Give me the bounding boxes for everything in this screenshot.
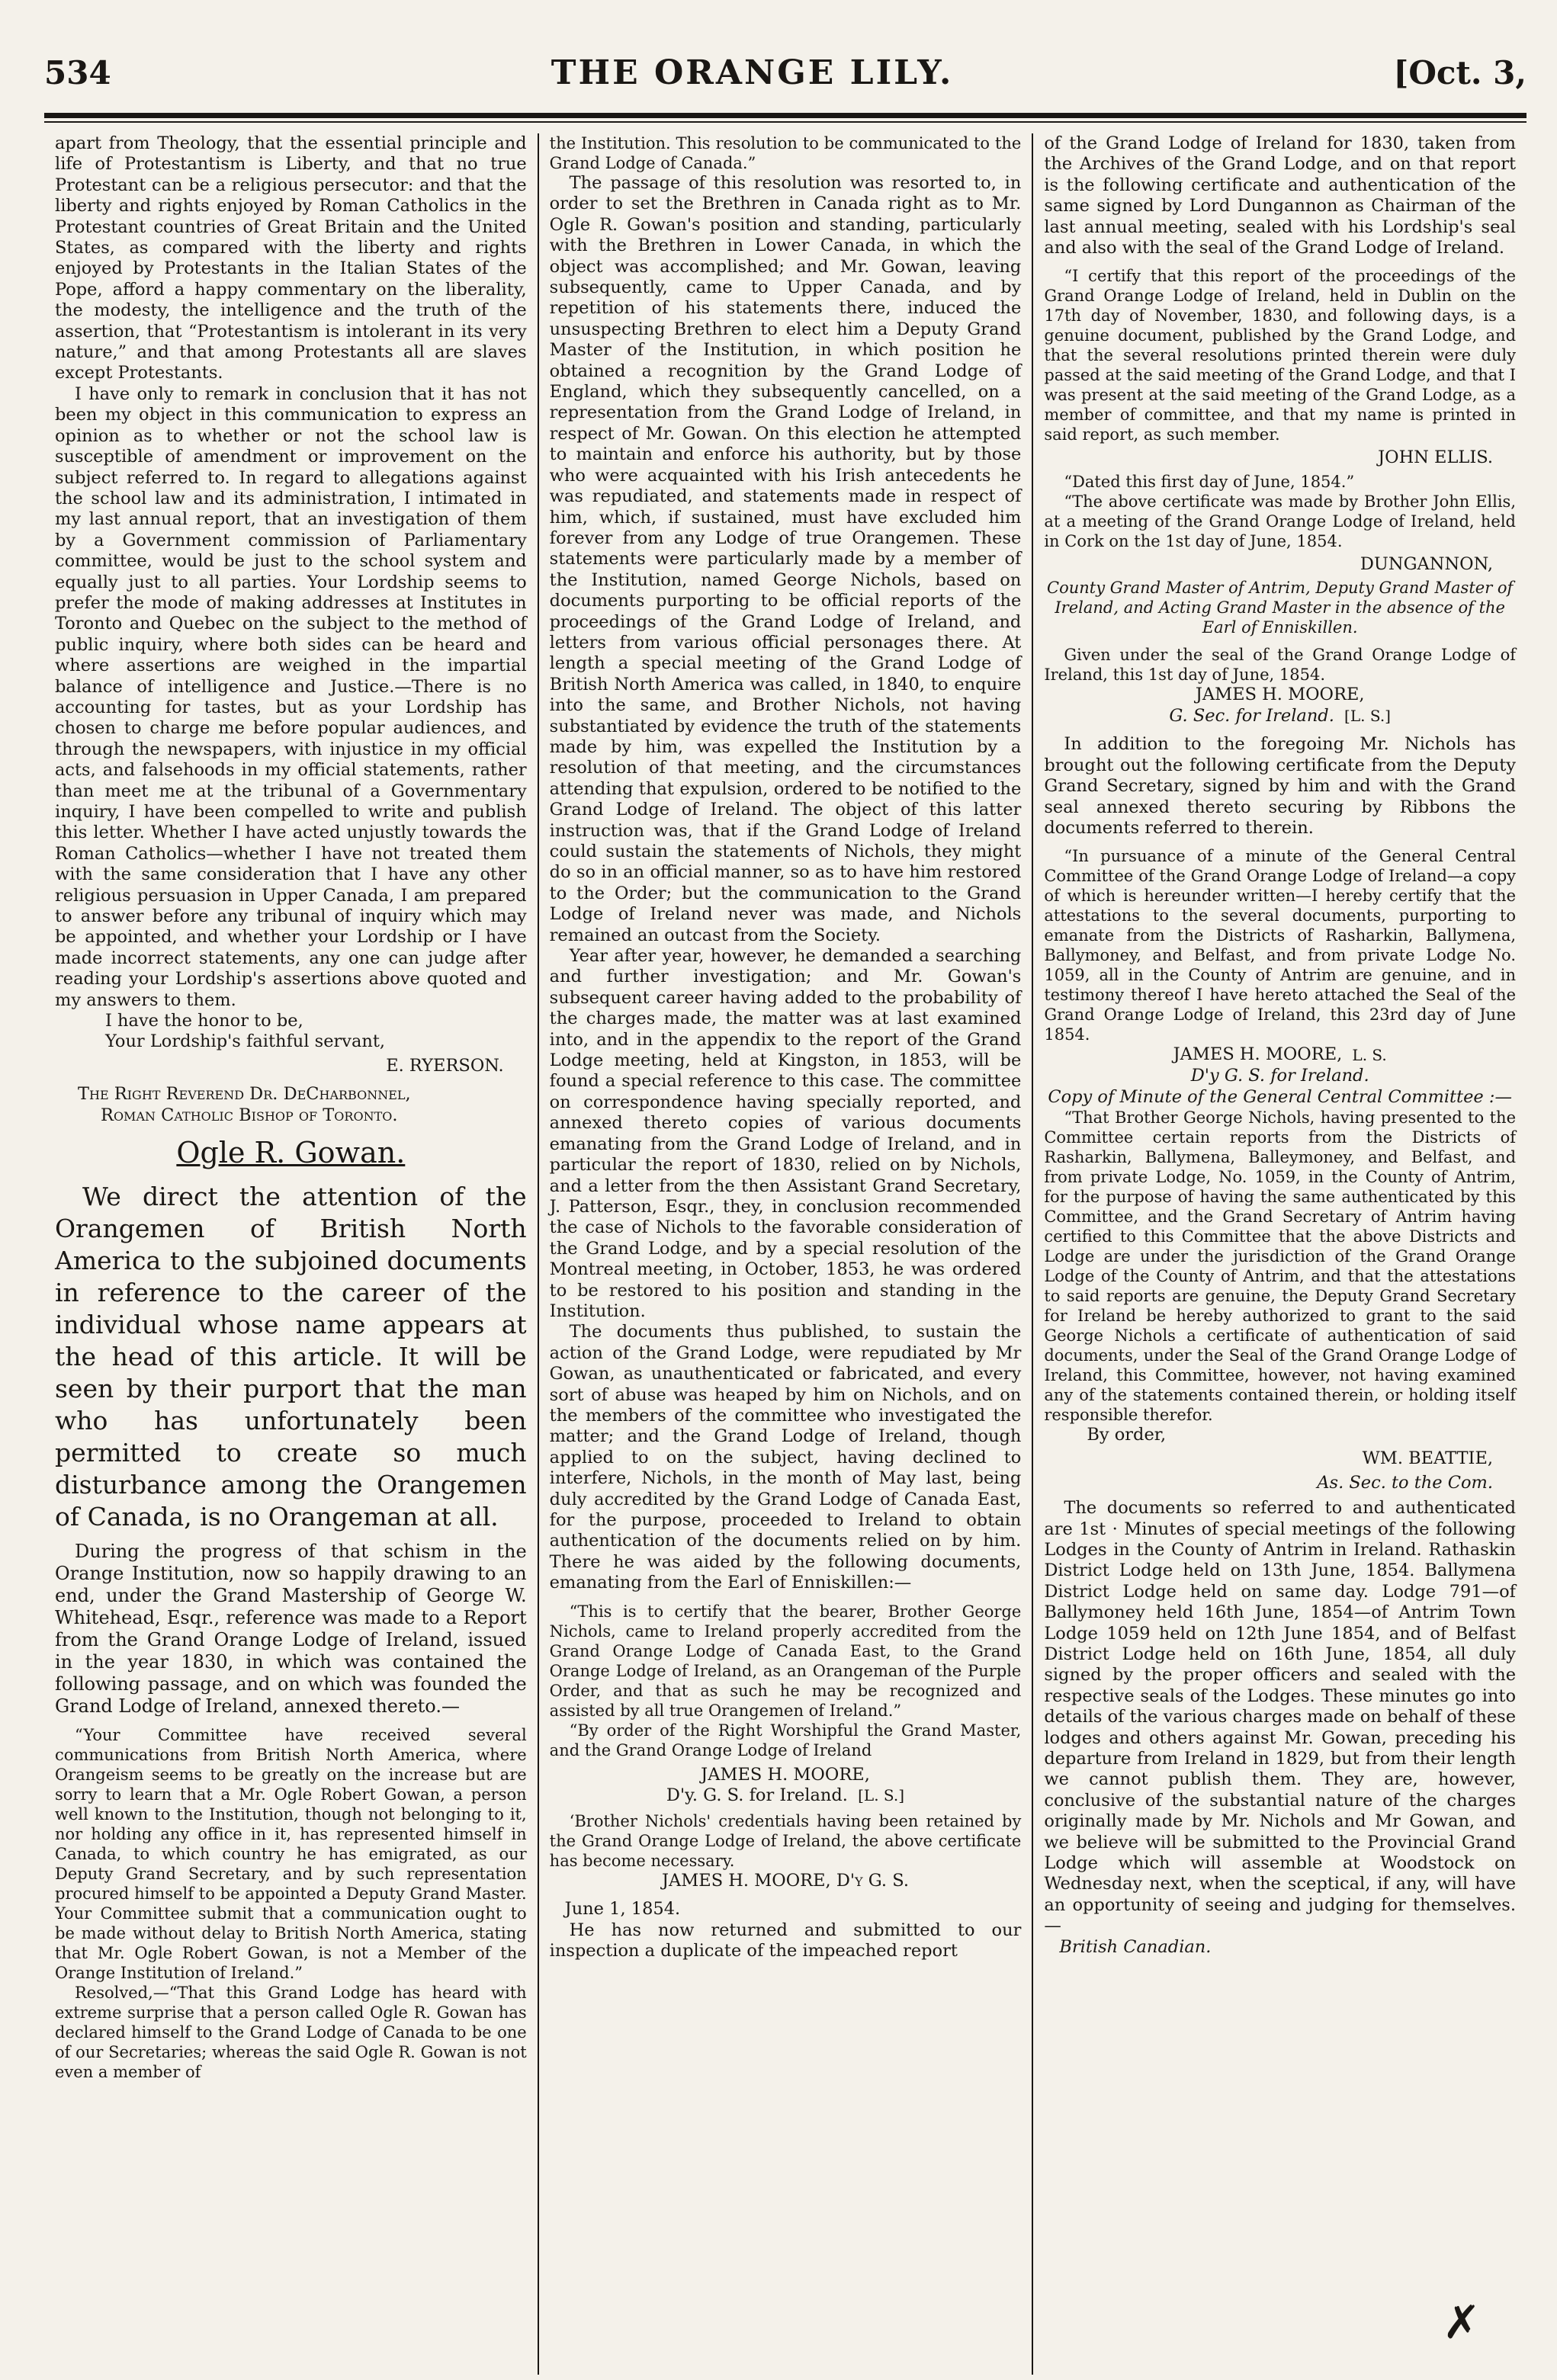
quotation: “I certify that this report of the proceedings of the Grand Orange Lodge of Ireland, held in Dublin on the 17th day of November, 1830, and following days, is a genuine document, published by the Grand Lodge, and that the several resolutions printed therein were duly passed at the said meeting of the Grand Lodge, and that I was present at the said meeting of the Grand Lodge, as a member of committee, and that my name is printed in said report, as such member.: [1044, 267, 1517, 444]
signature: JAMES H. MOORE, D'y G. S.: [662, 1870, 910, 1891]
signature: JOHN ELLIS.: [1378, 447, 1494, 468]
paragraph: Year after year, however, he demanded a searching and further investigation; and Mr. Gowan's subsequent career having added to the probability of the charges made, the matter was at last examined into, and in the appendix to the report of the Grand Lodge meeting, held at Kingston, in 1853, will be found a special reference to this case. The committee on correspondence having specially reported, and annexed thereto copies of various documents emanating from the Grand Lodge of Ireland, and in particular the report of 1830, relied on by Nichols, and a letter from the then Assistant Grand Secretary, J. Patterson, Esqr., they, in conclusion recommended the case of Nichols to the favorable consideration of the Grand Lodge, and by a special resolution of the Montreal meeting, in October, 1853, he was ordered to be restored to his position and standing in the Institution.: [549, 946, 1022, 1321]
addressee-line: The Right Reverend Dr. DeCharbonnel,: [78, 1084, 411, 1105]
credit-line: British Canadian.: [1059, 1936, 1212, 1957]
signature-title: County Grand Master of Antrim, Deputy Grand Master of Ireland, and Acting Grand Master in the absence of the Earl of Enniskillen.: [1047, 579, 1514, 637]
signature: [1044, 685, 1516, 705]
signature-title: D'y G. S. for Ireland.: [1190, 1066, 1369, 1086]
paragraph: During the progress of that schism in the Orange Institution, now so happily drawing to an end, under the Grand Mastership of George W. Whitehead, Esqr., reference was made to a Report from the Grand Orange Lodge of Ireland, issued in the year 1830, in which was contained the following passage, and on which was founded the Grand Lodge of Ireland, annexed thereto.—: [55, 1540, 527, 1717]
quotation: ‘Brother Nichols' credentials having been retained by the Grand Orange Lodge of Ireland, the above certificate has become necessary.: [549, 1811, 1022, 1870]
signature: WM. BEATTIE,: [1362, 1448, 1494, 1469]
seal-mark: [L. S.]: [1344, 706, 1391, 725]
masthead-title: THE ORANGE LILY.: [551, 53, 954, 92]
seal-mark: [L. S.]: [858, 1786, 905, 1805]
quotation: “In pursuance of a minute of the General Central Committee of the Grand Orange Lodge of Ireland—a copy of which is hereunder written—I hereby certify that the attestations to the several documents, purporting to emanate from the Districts of Rasharkin, Ballymena, Ballymoney, and Belfast, and from private Lodge No. 1059, all in the County of Antrim are genuine, and in testimony thereof I have hereto attached the Seal of the Grand Orange Lodge of Ireland, this 23rd day of June 1854.: [1044, 847, 1517, 1044]
signature: [1044, 1044, 1516, 1066]
dateline: “Dated this first day of June, 1854.”: [1064, 472, 1355, 491]
header-rule: [44, 113, 1527, 118]
issue-date: [Oct. 3,: [1393, 54, 1527, 91]
paragraph: the Institution. This resolution to be communicated to the Grand Lodge of Canada.”: [549, 134, 1022, 172]
paragraph: We direct the attention of the Orangemen of British North America to the subjoined documents in reference to the career of the individual whose name appears at the head of this article. It will be seen by their purport that the man who has unfortunately been permitted to create so much disturbance among the Orangemen of Canada, is no Orangeman at all.: [55, 1181, 527, 1532]
page-number: 534: [44, 54, 111, 91]
paragraph: The passage of this resolution was resorted to, in order to set the Brethren in Canada right as to Mr. Ogle R. Gowan's position and standing, particularly with the Brethren in Lower Canada, in which the object was accomplished; and Mr. Gowan, leaving subsequently, came to Upper Canada, and by repetition of his statements there, induced the unsuspecting Brethren to elect him a Deputy Grand Master of the Institution, in which position he obtained a recognition by the Grand Lodge of England, which they subsequently cancelled, on a representation from the Grand Lodge of Ireland, in respect of Mr. Gowan. On this election he attempted to maintain and enforce his authority, but by those who were acquainted with his Irish antecedents he was repudiated, and statements made in respect of him, which, if sustained, must have excluded him forever from any Lodge of true Orangemen. These statements were particularly made by a member of the Institution, named George Nichols, based on documents purporting to be official reports of the proceedings of the Grand Lodge of Ireland, and letters from various official personages there. At length a special meeting of the Grand Lodge of British North America was called, in 1840, to enquire into the same, and Brother Nichols, not having substantiated by evidence the truth of the statements made by him, was expelled the Institution by a resolution of that meeting, and the circumstances attending that expulsion, ordered to be notified to the Grand Lodge of Ireland. The object of this latter instruction was, that if the Grand Lodge of Ireland could sustain the statements of Nichols, they might do so in an official manner, so as to have him restored to the Order; but the communication to the Grand Lodge of Ireland never was made, and Nichols remained an outcast from the Society.: [549, 173, 1022, 945]
quotation: “Your Committee have received several communications from British North America, where Orangeism seems to be greatly on the increase but are sorry to learn that a Mr. Ogle Robert Gowan, a person well known to the Institution, though not belonging to it, nor holding any office in it, has represented himself in Canada, to which country he has emigrated, as our Deputy Grand Secretary, and by such representation procured himself to be appointed a Deputy Grand Master. Your Committee submit that a communication ought to be made without delay to British North America, stating that Mr. Ogle Robert Gowan, is not a Member of the Orange Institution of Ireland.”: [55, 1725, 527, 1982]
quotation: Resolved,—“That this Grand Lodge has heard with extreme surprise that a person called Ogle R. Gowan has declared himself to the Grand Lodge of Canada to be one of our Secretaries; whereas the said Ogle R. Gowan is not even a member of: [55, 1983, 527, 2081]
article-lead: [55, 1181, 527, 1533]
addressee: [78, 1084, 527, 1126]
minute-title: Copy of Minute of the General Central Committee :—: [1048, 1086, 1512, 1107]
paragraph: He has now returned and submitted to our inspection a duplicate of the impeached report: [549, 1920, 1022, 1961]
letter-closing: Your Lordship's faithful servant,: [105, 1031, 386, 1052]
quotation: “By order of the Right Worshipful the Grand Master, and the Grand Orange Lodge of Ireland: [549, 1721, 1022, 1759]
signature-name: JAMES H. MOORE,: [1173, 1044, 1343, 1065]
quotation: “The above certificate was made by Brother John Ellis, at a meeting of the Grand Orange Lodge of Ireland, held in Cork on the 1st day of June, 1854.: [1044, 492, 1517, 550]
signature-title: G. Sec. for Ireland.: [1169, 705, 1334, 726]
column-2: [538, 133, 1032, 2375]
signature-name: JAMES H. MOORE,: [701, 1764, 870, 1785]
by-order: By order,: [1087, 1424, 1167, 1445]
signature: DUNGANNON,: [1360, 553, 1494, 574]
quotation: Given under the seal of the Grand Orange Lodge of Ireland, this 1st day of June, 1854.: [1044, 646, 1517, 685]
addressee-line: Roman Catholic Bishop of Toronto.: [101, 1105, 398, 1125]
signature-title-row: [1044, 706, 1516, 727]
page-header: [44, 53, 1527, 99]
header-rule-thin: [44, 121, 1527, 123]
paragraph: I have only to remark in conclusion that it has not been my object in this communication to express an opinion as to whether or not the school law is susceptible of amendment or improvement on the subject referred to. In regard to allegations against the school law and its administration, I intimated in my last annual report, that an investigation of them by a Government commission of Parliamentary committee, would be just to the school system and equally just to all parties. Your Lordship seems to prefer the mode of making addresses at Institutes in Toronto and Quebec on the subject to the method of public inquiry, where both sides can be heard and where assertions are weighed in the impartial balance of intelligence and Justice.—There is no accounting for tastes, but as your Lordship has chosen to charge me before popular audiences, and through the newspapers, with injustice in my official acts, and falsehoods in my official statements, rather than meet me at the tribunal of a Governmentary inquiry, I have been compelled to write and publish this letter. Whether I have acted unjustly towards the Roman Catholics—whether I have not treated them with the same consideration that I have any other religious persuasion in Upper Canada, I am prepared to answer before any tribunal of inquiry which may be appointed, and whether your Lordship or I have made incorrect statements, any one can judge after reading your Lordship's assertions above quoted and my answers to them.: [55, 383, 527, 1010]
paragraph: of the Grand Lodge of Ireland for 1830, taken from the Archives of the Grand Lodge, and on that report is the following certificate and authentication of the same signed by Lord Dungannon as Chairman of the last annual meeting, sealed with his Lordship's seal and also with the seal of the Grand Lodge of Ireland.: [1044, 133, 1517, 258]
columns: [44, 133, 1527, 2375]
letter-closing: I have the honor to be,: [105, 1011, 303, 1031]
paragraph: The documents thus published, to sustain the action of the Grand Lodge, were repudiated by Mr Gowan, as unauthenticated or fabricated, and every sort of abuse was heaped by him on Nichols, and on the members of the committee who investigated the matter; and the Grand Lodge of Ireland, though applied to on the subject, having declined to interfere, Nichols, in the month of May last, being duly accredited by the Grand Lodge of Canada East, for the purpose, proceeded to Ireland to obtain authentication of the documents relied on by him. There he was aided by the following documents, emanating from the Earl of Enniskillen:—: [549, 1322, 1022, 1593]
signature: E. RYERSON.: [386, 1055, 504, 1076]
paragraph: apart from Theology, that the essential principle and life of Protestantism is Liberty, and that no true Protestant can be a religious persecutor: and that the liberty and rights enjoyed by Roman Catholics in the Protestant countries of Great Britain and the United States, as compared with the liberty and rights enjoyed by Protestants in the Italian States of the Pope, afford a happy commentary on the liberality, the modesty, the intelligence and the truth of the assertion, that “Protestantism is intolerant in its very nature,” and that among Protestants all are slaves except Protestants.: [55, 133, 527, 383]
signature-name: JAMES H. MOORE,: [1195, 685, 1365, 705]
signature-title: D'y. G. S. for Ireland.: [666, 1785, 848, 1806]
seal-mark: L. S.: [1352, 1045, 1387, 1064]
quotation: “That Brother George Nichols, having presented to the Committee certain reports from the Districts of Rasharkin, Ballymena, Balleymoney, and Belfast, and from private Lodge, No. 1059, in the County of Antrim, for the purpose of having the same authenticated by this Committee, and the Grand Secretary of Antrim having certified to this Committee that the above Districts and Lodge are under the jurisdiction of the Grand Orange Lodge of the County of Antrim, and that the attestations to said reports are genuine, the Deputy Grand Secretary for Ireland be hereby authorized to grant to the said George Nichols a certificate of authentication of said documents, under the Seal of the Grand Orange Lodge of Ireland, this Committee, however, not having examined any of the statements contained therein, or holding itself responsible therefor.: [1044, 1108, 1517, 1424]
paragraph: The documents so referred to and authenticated are 1st · Minutes of special meetings of the following Lodges in the County of Antrim in Ireland. Rathaskin District Lodge held on 13th June, 1854. Ballymena District Lodge held on same day. Lodge 791—of Ballymoney held 16th June, 1854—of Antrim Town Lodge 1059 held on 12th June 1854, and of Belfast District Lodge held on 16th June, 1854, all duly signed by the proper officers and sealed with the respective seals of the Lodges. These minutes go into details of the various charges made on behalf of these lodges and others against Mr. Gowan, preceding his departure from Ireland in 1829, but from their length we cannot publish them. They are, however, conclusive of the substantial nature of the charges originally made by Mr. Nichols and Mr Gowan, and we believe will be submitted to the Provincial Grand Lodge which will assemble at Woodstock on Wednesday next, when the sceptical, if any, will have an opportunity of seeing and judging for themselves.—: [1044, 1498, 1517, 1936]
column-3: [1032, 133, 1527, 2375]
article-title: Ogle R. Gowan.: [176, 1136, 406, 1170]
paragraph: In addition to the foregoing Mr. Nichols has brought out the following certificate from the Deputy Grand Secretary, signed by him and with the Grand seal annexed thereto securing by Ribbons the documents referred to therein.: [1044, 734, 1517, 838]
column-1: [44, 133, 538, 2375]
dateline: June 1, 1854.: [564, 1899, 681, 1920]
signature-title-row: [550, 1785, 1022, 1807]
quotation: “This is to certify that the bearer, Brother George Nichols, came to Ireland properly accredited from the Grand Orange Lodge of Canada East, to the Grand Orange Lodge of Ireland, as an Orangeman of the Purple Order, and that as such he may be recognized and assisted by all true Orangemen of Ireland.”: [549, 1602, 1022, 1720]
corner-mark: ✗: [1442, 2296, 1481, 2350]
signature-title: As. Sec. to the Com.: [1317, 1472, 1494, 1493]
signature: [550, 1765, 1022, 1785]
